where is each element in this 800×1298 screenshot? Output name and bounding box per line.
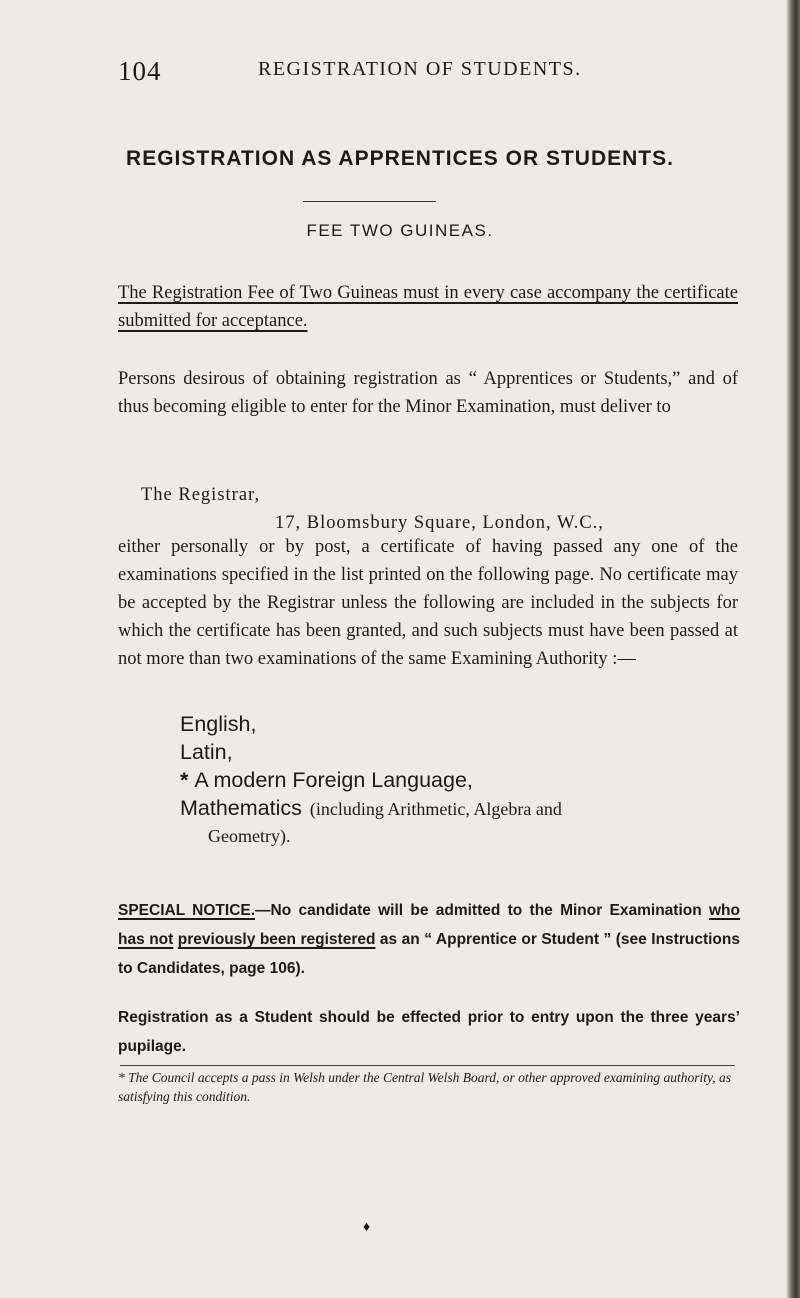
footnote: * The Council accepts a pass in Welsh under the Central Welsh Board, or other approved examining authority, as satisfying this condition. [118,1070,731,1104]
fee-heading: FEE TWO GUINEAS. [306,221,494,240]
subject-foreign-language [180,768,740,793]
page-number: 104 [118,56,162,86]
subject-mathematics [180,796,740,821]
running-title: REGISTRATION OF STUDENTS. [258,58,582,80]
footnote-marker: * [180,768,189,792]
body-paragraph: either personally or by post, a certificate of having passed any one of the examinations specified in the list printed on the following page. No certificate may be accepted by the Registrar unless the following are included in the subjects for which the certificate has been granted, and such subjects must have been passed at not more than two examinations of the same Examining Authority :— [118,537,738,669]
special-notice-label: SPECIAL NOTICE. [118,902,256,919]
special-notice-underline-b: previously been registered [177,931,376,948]
fee-paragraph-text: The Registration Fee of Two Guineas must in every case accompany the certificate submitted for acceptance. [118,283,738,331]
special-notice-text-a: —No candidate will be admitted to the Minor Examination [255,902,709,919]
registration-notice: Registration as a Student should be effected prior to entry upon the three years’ pupilage. [118,1009,740,1055]
page-edge-shadow [786,0,800,1298]
subject-foreign-language-label: A modern Foreign Language, [194,768,473,792]
address-registrar: The Registrar, [141,485,261,505]
address-street: 17, Bloomsbury Square, London, W.C., [275,513,604,533]
special-notice [118,896,740,983]
page-header [118,56,718,96]
footnote-divider [120,1065,735,1066]
title-divider [303,201,436,202]
subject-english: English, [180,712,257,736]
subject-mathematics-continued: Geometry). [208,826,291,846]
subject-latin: Latin, [180,740,233,764]
subject-mathematics-note: (including Arithmetic, Algebra and [309,799,562,819]
fee-paragraph [118,279,738,335]
special-notice-underline-a: who has not [118,902,740,948]
section-title: REGISTRATION AS APPRENTICES OR STUDENTS. [126,147,674,170]
special-notice-text-c: as an “ Apprentice or Student ” (see Instructions to Candidates, page 106). [118,931,740,977]
page-mark: ♦ [363,1220,371,1235]
subject-mathematics-label: Mathematics [180,796,302,820]
intro-paragraph: Persons desirous of obtaining registration as “ Apprentices or Students,” and of thus becoming eligible to enter for the Minor Examination, must deliver to [118,369,738,417]
